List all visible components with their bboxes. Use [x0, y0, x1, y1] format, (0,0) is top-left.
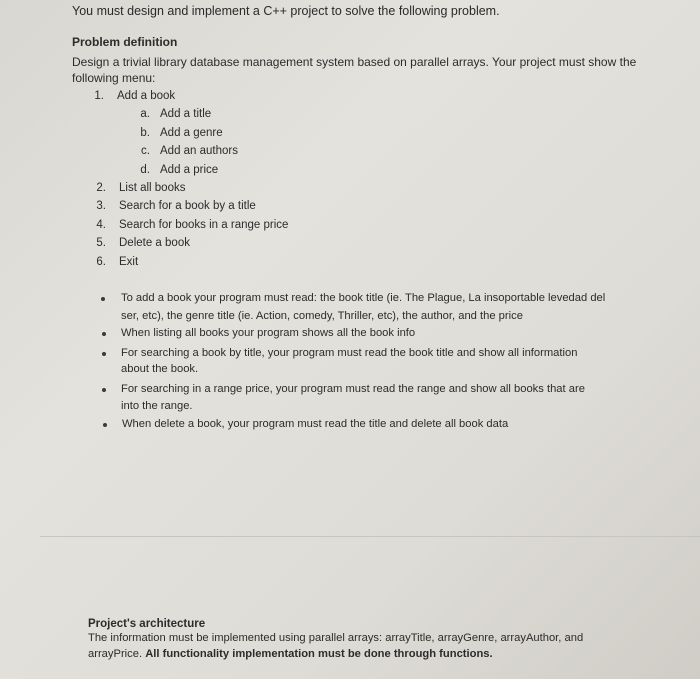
- submenu-item-add-title: Add a title: [160, 108, 212, 120]
- menu-item-number: 3.: [96, 200, 106, 212]
- submenu-item-add-price: Add a price: [160, 164, 219, 176]
- bullet-icon: [102, 332, 106, 336]
- menu-item-add-book: Add a book: [117, 90, 176, 102]
- submenu-letter: c.: [141, 145, 150, 157]
- submenu-letter: d.: [140, 164, 150, 176]
- architecture-line-1: The information must be implemented using parallel arrays: arrayTitle, arrayGenre, arrayAuthor, and: [88, 632, 584, 644]
- menu-item-number: 6.: [96, 256, 106, 268]
- menu-item-search-title: Search for a book by a title: [119, 200, 256, 212]
- architecture-line-2: [88, 647, 493, 661]
- bullet-icon: [101, 297, 105, 301]
- bullet-list-books-line-1: When listing all books your program shows all the book info: [121, 327, 416, 339]
- problem-description-line-2: following menu:: [72, 71, 156, 85]
- bullet-delete-book-line-1: When delete a book, your program must read the title and delete all book data: [122, 418, 509, 430]
- menu-item-exit: Exit: [119, 256, 139, 268]
- architecture-line-2-bold: All functionality implementation must be done through functions.: [145, 648, 493, 660]
- bullet-add-book-line-2: ser, etc), the genre title (ie. Action, comedy, Thriller, etc), the author, and the price: [121, 310, 523, 322]
- menu-item-number: 2.: [96, 182, 106, 194]
- bullet-search-price-line-1: For searching in a range price, your program must read the range and show all books that are: [121, 383, 585, 395]
- menu-item-delete-book: Delete a book: [119, 237, 190, 249]
- submenu-item-add-authors: Add an authors: [160, 145, 239, 157]
- architecture-heading: Project's architecture: [88, 618, 206, 630]
- menu-item-number: 5.: [96, 237, 106, 249]
- bullet-search-title-line-1: For searching a book by title, your program must read the book title and show all information: [121, 347, 578, 359]
- section-divider: [40, 536, 700, 537]
- menu-item-list-books: List all books: [119, 182, 186, 194]
- menu-item-number: 4.: [96, 219, 106, 231]
- intro-text: You must design and implement a C++ project to solve the following problem.: [72, 4, 500, 18]
- bullet-icon: [102, 388, 106, 392]
- problem-description-line-1: Design a trivial library database management system based on parallel arrays. Your project must show the: [72, 55, 637, 69]
- problem-heading: Problem definition: [72, 35, 178, 49]
- bullet-add-book-line-1: To add a book your program must read: the book title (ie. The Plague, La insoportable levedad del: [121, 292, 606, 304]
- menu-item-number: 1.: [94, 90, 104, 102]
- bullet-icon: [103, 423, 107, 427]
- bullet-icon: [102, 352, 106, 356]
- architecture-line-2-plain: arrayPrice.: [88, 648, 146, 660]
- bullet-search-title-line-2: about the book.: [121, 363, 199, 375]
- submenu-item-add-genre: Add a genre: [160, 127, 223, 139]
- submenu-letter: a.: [140, 108, 150, 120]
- menu-item-search-price: Search for books in a range price: [119, 219, 289, 231]
- submenu-letter: b.: [140, 127, 150, 139]
- bullet-search-price-line-2: into the range.: [121, 400, 193, 412]
